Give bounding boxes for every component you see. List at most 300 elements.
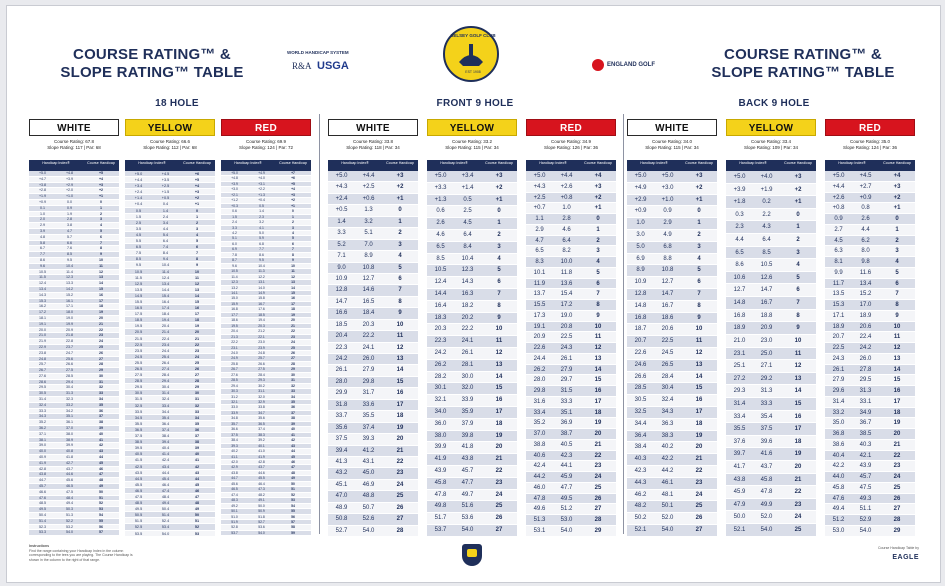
- course-handicap: 17: [594, 398, 602, 405]
- handicap-index-range: [125, 409, 179, 414]
- handicap-index-range: [125, 317, 179, 322]
- hi-to: 49.4: [161, 501, 170, 506]
- hi-from: +0.9: [38, 199, 47, 204]
- table-row: [726, 511, 816, 524]
- table-row: [825, 182, 915, 193]
- course-handicap: 3: [398, 241, 402, 248]
- hi-to: 33.3: [760, 400, 773, 407]
- handicap-index-range: [726, 385, 780, 397]
- handicap-index-range: [328, 331, 382, 341]
- handicap-index-range: [125, 275, 179, 280]
- course-handicap: 26: [893, 495, 901, 502]
- hi-from: +0.4: [134, 202, 143, 207]
- tee-rating-info: [526, 139, 616, 151]
- hi-from: 38.1: [39, 437, 46, 442]
- hi-from: 3.0: [636, 231, 645, 238]
- course-handicap: 47: [291, 465, 295, 470]
- hi-from: +2.6: [832, 194, 845, 201]
- hi-to: +3.1: [258, 181, 265, 186]
- handicap-index-range: [427, 419, 481, 430]
- handicap-index-range: [125, 403, 179, 408]
- hi-to: 30.2: [258, 383, 265, 388]
- handicap-index-range: [328, 171, 382, 181]
- hi-from: 18.9: [733, 325, 746, 332]
- course-handicap: 41: [194, 458, 200, 463]
- hi-from: 26.2: [533, 366, 546, 373]
- hi-to: 51.8: [258, 514, 265, 519]
- course-handicap: 52: [291, 492, 295, 497]
- slope-rating: Slope Rating: 109 | Par: 34: [744, 145, 798, 150]
- course-handicap: 30: [291, 372, 295, 377]
- course-handicap: 17: [794, 426, 802, 433]
- hi-to: 4.1: [259, 225, 264, 230]
- hi-to: 8.2: [562, 248, 571, 255]
- handicap-index-range: [221, 378, 275, 382]
- course-handicap: 45: [194, 482, 200, 487]
- hi-from: 32.1: [231, 400, 238, 405]
- hi-to: 0.4: [162, 202, 169, 207]
- hi-from: 39.3: [231, 443, 238, 448]
- hi-from: 48.9: [335, 504, 348, 511]
- hi-to: 51.1: [859, 506, 872, 513]
- course-handicap: 57: [291, 520, 295, 524]
- table-row: [726, 499, 816, 512]
- course-handicap: 15: [893, 377, 901, 384]
- course-handicap: 24: [893, 474, 901, 480]
- table-header: [427, 160, 517, 171]
- course-handicap: 13: [893, 355, 901, 362]
- hi-from: 47.6: [39, 495, 46, 500]
- handicap-index-range: [328, 365, 382, 375]
- hi-from: 43.8: [733, 476, 746, 483]
- hi-from: 28.5: [134, 379, 143, 384]
- handicap-index-range: [29, 333, 83, 338]
- course-handicap: 3: [195, 226, 199, 231]
- handicap-index-range: [526, 332, 580, 342]
- hi-to: 7.7: [259, 247, 264, 252]
- hi-to: 37.0: [66, 426, 73, 431]
- table-row: [726, 284, 816, 297]
- course-handicap: 22: [893, 452, 901, 459]
- table-row: [627, 206, 717, 218]
- hi-from: 48.5: [134, 501, 143, 506]
- hi-to: 51.2: [560, 506, 573, 513]
- hi-to: 42.4: [161, 458, 170, 463]
- course-handicap: 6: [895, 280, 899, 287]
- course-handicap: 37: [99, 414, 103, 419]
- handicap-index-range: [125, 348, 179, 353]
- handicap-index-range: [221, 176, 275, 180]
- course-handicap: 21: [695, 456, 703, 463]
- hi-from: 40.4: [832, 452, 845, 459]
- handicap-index-range: [221, 226, 275, 230]
- course-handicap: 0: [100, 199, 102, 204]
- table-row: [427, 324, 517, 336]
- hi-from: 8.9: [636, 267, 645, 274]
- course-handicap: 39: [99, 426, 103, 431]
- handicap-index-range: [29, 438, 83, 443]
- hi-to: 53.6: [258, 525, 265, 530]
- handicap-index-range: [427, 206, 481, 217]
- hi-from: 39.5: [134, 446, 143, 451]
- course-handicap: 14: [695, 373, 703, 380]
- hi-to: 9.5: [67, 257, 72, 262]
- hi-to: 0.5: [259, 203, 264, 208]
- hi-to: 19.4: [161, 318, 170, 323]
- hi-to: 14.3: [461, 279, 474, 286]
- handicap-index-range: [627, 407, 681, 418]
- hi-to: 15.2: [66, 292, 73, 297]
- hi-from: 23.1: [231, 345, 238, 350]
- table-row: [526, 365, 616, 376]
- table-row: [627, 242, 717, 254]
- hi-to: 11.3: [258, 269, 265, 274]
- hi-from: 15.5: [134, 299, 143, 304]
- hi-to: 1.0: [562, 205, 571, 212]
- table-row: [427, 360, 517, 372]
- hi-from: 10.9: [335, 275, 348, 282]
- hi-from: 46.2: [634, 491, 647, 498]
- hi-from: 15.3: [832, 302, 845, 308]
- course-handicap: 43: [194, 470, 200, 475]
- hi-from: 37.5: [231, 432, 238, 437]
- hi-from: 0.3: [735, 211, 744, 218]
- hi-to: 28.4: [161, 373, 170, 378]
- handicap-index-range: [29, 374, 83, 379]
- handicap-table: [526, 160, 616, 537]
- handicap-index-range: [125, 299, 179, 304]
- hi-from: 6.5: [735, 249, 744, 256]
- course-handicap: 20: [695, 444, 703, 451]
- course-handicap: 40: [291, 427, 295, 432]
- course-handicap: 4: [100, 223, 102, 228]
- course-handicap: 31: [291, 378, 295, 383]
- handicap-index-range: [125, 293, 179, 298]
- hi-from: 8.5: [135, 257, 142, 262]
- handicap-index-range: [221, 335, 275, 339]
- hi-from: 34.0: [434, 408, 447, 415]
- hi-to: +0.5: [161, 196, 170, 201]
- handicap-index-range: [29, 345, 83, 350]
- course-handicap: 28: [396, 527, 404, 534]
- hi-to: 18.5: [258, 312, 265, 317]
- handicap-index-range: [125, 171, 179, 176]
- course-handicap: +1: [794, 199, 802, 206]
- handicap-index-range: [427, 348, 481, 359]
- course-handicap: 6: [796, 287, 800, 294]
- hi-to: 52.4: [161, 519, 170, 524]
- hi-from: 16.8: [733, 312, 746, 319]
- hi-to: 2.2: [762, 211, 771, 218]
- hi-from: 44.7: [39, 478, 46, 483]
- hi-to: 37.9: [461, 420, 474, 427]
- table-row: [825, 418, 915, 429]
- handicap-index-range: [29, 530, 83, 535]
- table-row: [427, 206, 517, 218]
- hi-from: 12.5: [134, 281, 143, 286]
- handicap-index-range: [627, 372, 681, 383]
- handicap-index-range: [29, 241, 83, 246]
- handicap-index-range: [427, 242, 481, 253]
- section-title-18-hole: 18 HOLE: [155, 98, 199, 109]
- course-handicap: +2: [495, 184, 503, 191]
- hi-to: +1.9: [760, 186, 773, 193]
- handicap-index-range: [726, 348, 780, 360]
- hi-to: 32.0: [258, 394, 265, 399]
- hi-from: 17.5: [134, 312, 143, 317]
- course-handicap: 19: [893, 420, 901, 427]
- course-handicap: 12: [99, 269, 103, 274]
- hi-to: 41.8: [66, 455, 73, 460]
- course-handicap: 6: [100, 234, 102, 239]
- handicap-index-range: [29, 194, 83, 199]
- handicap-index-range: [125, 482, 179, 487]
- hi-from: +0.5: [335, 207, 348, 214]
- hi-to: 53.2: [66, 524, 73, 529]
- handicap-index-range: [221, 405, 275, 409]
- hi-from: 35.7: [231, 421, 238, 426]
- hi-from: 33.9: [231, 410, 238, 415]
- hi-to: +4.0: [760, 174, 773, 180]
- course-handicap: 1: [292, 214, 294, 219]
- hi-from: 6.7: [40, 246, 45, 251]
- handicap-index-range: [825, 386, 879, 396]
- hi-to: 39.8: [461, 432, 474, 439]
- hi-from: 36.6: [231, 427, 238, 432]
- course-handicap: 23: [396, 470, 404, 477]
- hi-from: 3.3: [232, 225, 237, 230]
- hi-from: 38.6: [832, 441, 845, 448]
- course-handicap: 24: [291, 340, 295, 345]
- table-row: [726, 411, 816, 424]
- hi-to: 46.1: [661, 479, 674, 486]
- table-row: [627, 419, 717, 431]
- hi-from: 0.9: [834, 216, 843, 222]
- table-row: [627, 218, 717, 230]
- hi-to: 46.4: [258, 481, 265, 486]
- table-row: [526, 300, 616, 311]
- hi-to: 35.5: [362, 413, 375, 420]
- course-handicap: 35: [291, 400, 295, 405]
- table-row: [825, 354, 915, 365]
- course-handicap: 19: [291, 312, 295, 317]
- hi-from: 40.0: [39, 449, 46, 454]
- ra-logo: R&A: [292, 61, 312, 71]
- hi-from: 46.5: [231, 487, 238, 492]
- hi-from: 9.0: [337, 264, 346, 271]
- table-row: [726, 196, 816, 209]
- table-row: [328, 365, 418, 376]
- hi-from: 11.9: [533, 280, 546, 287]
- handicap-index-range: [627, 513, 681, 524]
- hi-from: 31.4: [733, 400, 746, 407]
- hi-from: 33.3: [39, 408, 46, 413]
- course-handicap: 7: [398, 287, 402, 294]
- hi-to: 20.3: [362, 321, 375, 328]
- hi-to: 23.0: [760, 337, 773, 344]
- course-handicap: 43: [291, 443, 295, 448]
- course-handicap: +2: [594, 194, 602, 201]
- hi-to: 27.9: [362, 367, 375, 374]
- course-handicap: +3: [495, 173, 503, 179]
- hi-to: 11.4: [161, 269, 170, 274]
- table-row: [627, 431, 717, 443]
- handicap-index-range: [825, 515, 879, 525]
- hi-from: 6.5: [535, 248, 544, 255]
- hi-from: +5.0: [231, 171, 238, 175]
- hi-from: 31.2: [231, 394, 238, 399]
- course-handicap: 23: [695, 479, 703, 486]
- course-handicap: 12: [291, 274, 295, 279]
- course-handicap: 40: [99, 431, 103, 436]
- hi-to: 6.4: [762, 237, 771, 244]
- hi-to: 35.4: [760, 413, 773, 420]
- course-handicap: 17: [893, 398, 901, 405]
- course-handicap: 11: [99, 263, 103, 268]
- hi-from: 24.0: [231, 350, 238, 355]
- table-row: [726, 373, 816, 386]
- handicap-index-range: [526, 236, 580, 246]
- course-handicap: 7: [895, 291, 899, 298]
- handicap-index-range: [726, 360, 780, 372]
- course-handicap: 13: [495, 361, 503, 368]
- tee-rating-info: [328, 139, 418, 151]
- hi-from: 16.5: [134, 306, 143, 311]
- hi-to: 15.2: [859, 291, 872, 298]
- hi-from: +2.1: [231, 192, 238, 197]
- hi-from: 25.8: [231, 361, 238, 366]
- table-row: [825, 440, 915, 451]
- course-handicap: +3: [794, 174, 802, 180]
- hi-to: 26.0: [362, 356, 375, 362]
- table-row: [825, 289, 915, 300]
- course-handicap: 33: [194, 409, 200, 414]
- hi-from: 31.5: [134, 397, 143, 402]
- hi-to: 52.0: [661, 515, 674, 522]
- table-row: [526, 472, 616, 483]
- handicap-index-range: [29, 177, 83, 182]
- course-handicap: 20: [495, 444, 503, 451]
- course-handicap: 31: [99, 379, 103, 384]
- course-handicap: 1: [895, 226, 899, 233]
- hi-from: 41.9: [39, 460, 46, 465]
- hi-from: 29.6: [832, 388, 845, 394]
- hi-to: 13.6: [560, 280, 573, 287]
- hi-to: 41.0: [258, 449, 265, 454]
- handicap-index-range: [29, 258, 83, 263]
- course-handicap: 9: [195, 263, 199, 268]
- hi-from: 26.2: [434, 361, 447, 368]
- course-handicap: 22: [291, 329, 295, 334]
- hi-to: 1.9: [67, 211, 72, 216]
- handicap-index-range: [526, 182, 580, 192]
- course-handicap: 44: [194, 476, 200, 481]
- handicap-index-range: [221, 525, 275, 529]
- hi-from: 44.5: [134, 476, 143, 481]
- course-handicap: 16: [893, 388, 901, 394]
- hi-from: 35.5: [733, 426, 746, 433]
- course-handicap: 41: [291, 432, 295, 437]
- hi-from: 48.3: [231, 498, 238, 503]
- hi-from: 10.5: [134, 269, 143, 274]
- hi-to: +2.6: [560, 183, 573, 190]
- hi-to: 33.1: [859, 398, 872, 405]
- hi-to: 42.7: [66, 460, 73, 465]
- handicap-index-range: [125, 177, 179, 182]
- hi-from: 51.5: [134, 519, 143, 524]
- course-handicap: 44: [291, 449, 295, 454]
- course-handicap: +5: [194, 178, 200, 183]
- course-handicap: 21: [99, 321, 103, 326]
- hi-from: 43.9: [434, 467, 447, 474]
- hi-to: 40.3: [859, 441, 872, 448]
- hi-from: 8.3: [535, 259, 544, 265]
- handicap-index-range: [726, 247, 780, 259]
- hi-from: 8.6: [735, 262, 744, 269]
- table-row: [526, 236, 616, 247]
- table-row: [427, 478, 517, 490]
- handicap-index-range: [627, 265, 681, 276]
- handicap-index-range: [221, 204, 275, 208]
- course-handicap: +3: [594, 183, 602, 190]
- handicap-index-range: [427, 395, 481, 406]
- handicap-index-range: [125, 494, 179, 499]
- table-row: [328, 457, 418, 468]
- handicap-index-range: [328, 503, 382, 513]
- hi-from: 22.6: [533, 345, 546, 351]
- handicap-index-range: [726, 511, 780, 523]
- hi-to: 27.4: [161, 367, 170, 371]
- handicap-table: [726, 160, 816, 537]
- handicap-index-range: [125, 305, 179, 310]
- handicap-index-range: [125, 269, 179, 274]
- handicap-index-range: [29, 461, 83, 466]
- course-handicap: 9: [796, 325, 800, 332]
- course-handicap: 16: [695, 397, 703, 404]
- course-handicap: 23: [794, 501, 802, 508]
- hi-from: 37.1: [39, 431, 46, 436]
- hi-from: 50.0: [733, 514, 746, 521]
- course-handicap: 19: [495, 432, 503, 439]
- course-handicap: 20: [594, 431, 602, 437]
- handicap-index-range: [328, 297, 382, 307]
- course-handicap: 15: [396, 378, 404, 385]
- course-handicap: 14: [594, 366, 602, 373]
- hi-from: 46.6: [39, 489, 46, 494]
- hi-to: 14.7: [760, 287, 773, 294]
- hi-to: 52.2: [66, 518, 73, 523]
- course-handicap: +3: [893, 183, 901, 190]
- handicap-index-range: [627, 195, 681, 206]
- handicap-index-range: [29, 316, 83, 321]
- hi-from: 9.6: [232, 263, 237, 268]
- handicap-index-range: [427, 301, 481, 312]
- hi-to: 1.4: [162, 208, 169, 213]
- course-handicap: 3: [895, 248, 899, 255]
- course-handicap: 16: [495, 397, 503, 404]
- handicap-index-range: [825, 279, 879, 289]
- hi-from: 26.7: [39, 368, 46, 373]
- hi-to: 4.3: [762, 224, 771, 231]
- course-handicap: 26: [396, 504, 404, 511]
- handicap-table: [125, 160, 215, 537]
- handicap-index-range: [29, 513, 83, 518]
- handicap-index-range: [221, 384, 275, 388]
- handicap-index-range: [221, 187, 275, 191]
- course-handicap: 17: [695, 408, 703, 415]
- hi-to: +2.5: [161, 184, 170, 189]
- hi-from: 42.0: [231, 460, 238, 465]
